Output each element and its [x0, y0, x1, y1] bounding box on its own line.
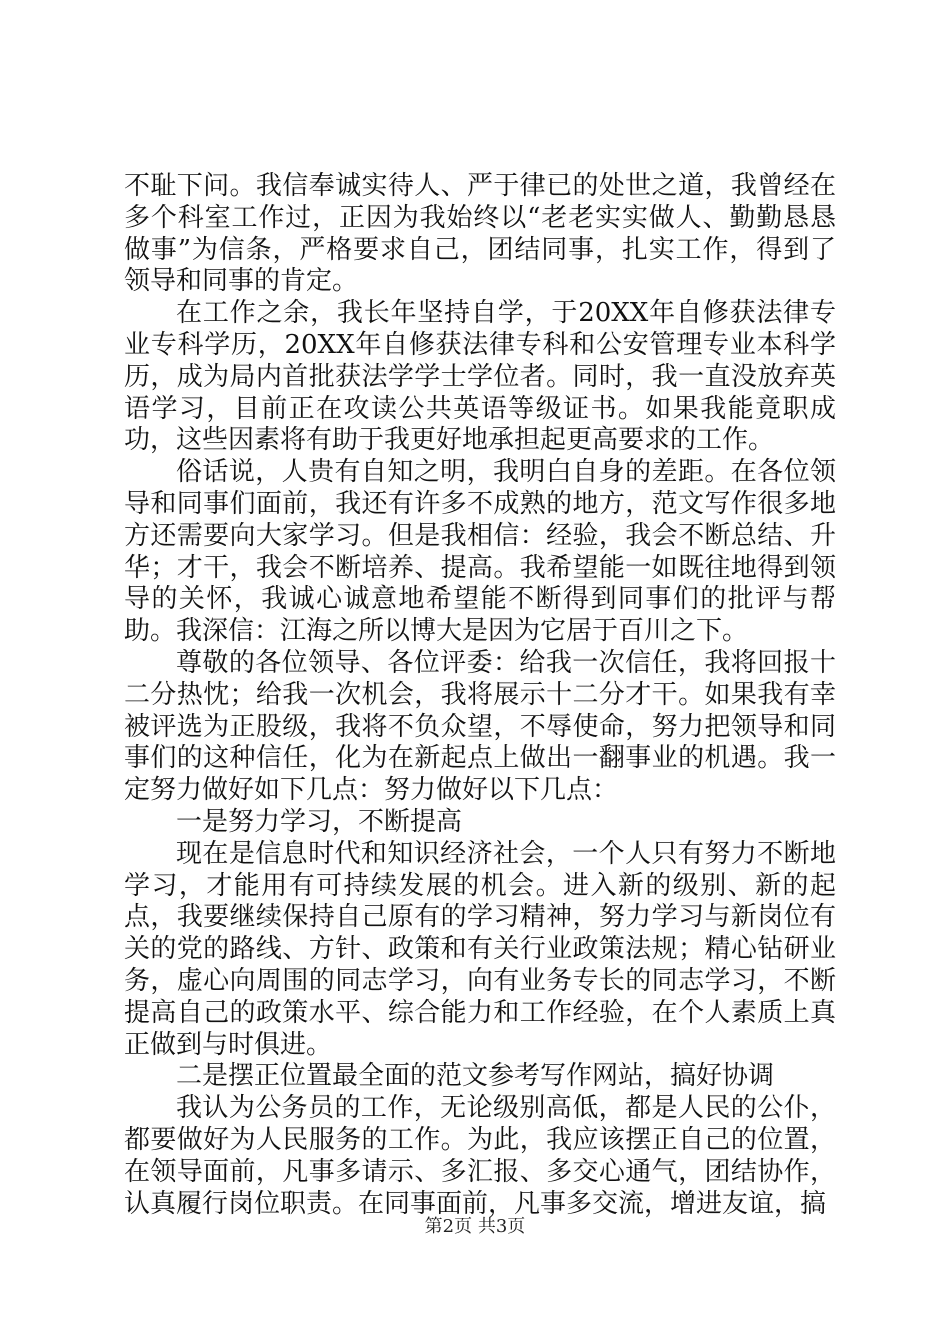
paragraph-6: 我认为公务员的工作，无论级别高低，都是人民的公仆，都要做好为人民服务的工作。为此，我应该摆正自己的位置，在领导面前，凡事多请示、多汇报、多交心通气，团结协作，认真履行岗位职责。在同事面前，凡事多交流，增进友谊，搞: [124, 1093, 836, 1219]
paragraph-1: 不耻下问。我信奉诚实待人、严于律已的处世之道，我曾经在多个科室工作过，正因为我始终以“老老实实做人、勤勤恳恳做事”为信条，严格要求自己，团结同事，扎实工作，得到了领导和同事的肯定。: [124, 171, 836, 297]
paragraph-3: 俗话说，人贵有自知之明，我明白自身的差距。在各位领导和同事们面前，我还有许多不成熟的地方，范文写作很多地方还需要向大家学习。但是我相信：经验，我会不断总结、升华；才干，我会不断培养、提高。我希望能一如既往地得到领导的关怀，我诚心诚意地希望能不断得到同事们的批评与帮助。我深信：江海之所以博大是因为它居于百川之下。: [124, 457, 836, 647]
page-footer: 第2页 共3页: [424, 1216, 526, 1237]
section-heading-1: 一是努力学习，不断提高: [176, 806, 463, 837]
section-heading-2: 二是摆正位置最全面的范文参考写作网站，搞好协调: [176, 1061, 775, 1092]
paragraph-4: 尊敬的各位领导、各位评委：给我一次信任，我将回报十二分热忱；给我一次机会，我将展示十二分才干。如果我有幸被评选为正股级，我将不负众望，不辱使命，努力把领导和同事们的这种信任，化为在新起点上做出一翻事业的机遇。我一定努力做好如下几点：努力做好以下几点：: [124, 647, 836, 806]
paragraph-5: 现在是信息时代和知识经济社会，一个人只有努力不断地学习，才能用有可持续发展的机会。进入新的级别、新的起点，我要继续保持自己原有的学习精神，努力学习与新岗位有关的党的路线、方针、政策和有关行业政策法规；精心钻研业务，虚心向周围的同志学习，向有业务专长的同志学习，不断提高自己的政策水平、综合能力和工作经验，在个人素质上真正做到与时俱进。: [124, 838, 836, 1060]
paragraph-2: 在工作之余，我长年坚持自学，于20XX年自修获法律专业专科学历，20XX年自修获法律专科和公安管理专业本科学历，成为局内首批获法学学士学位者。同时，我一直没放弃英语学习，目前正在攻读公共英语等级证书。如果我能竟职成功，这些因素将有助于我更好地承担起更高要求的工作。: [124, 298, 836, 456]
document-body: [124, 171, 836, 1220]
